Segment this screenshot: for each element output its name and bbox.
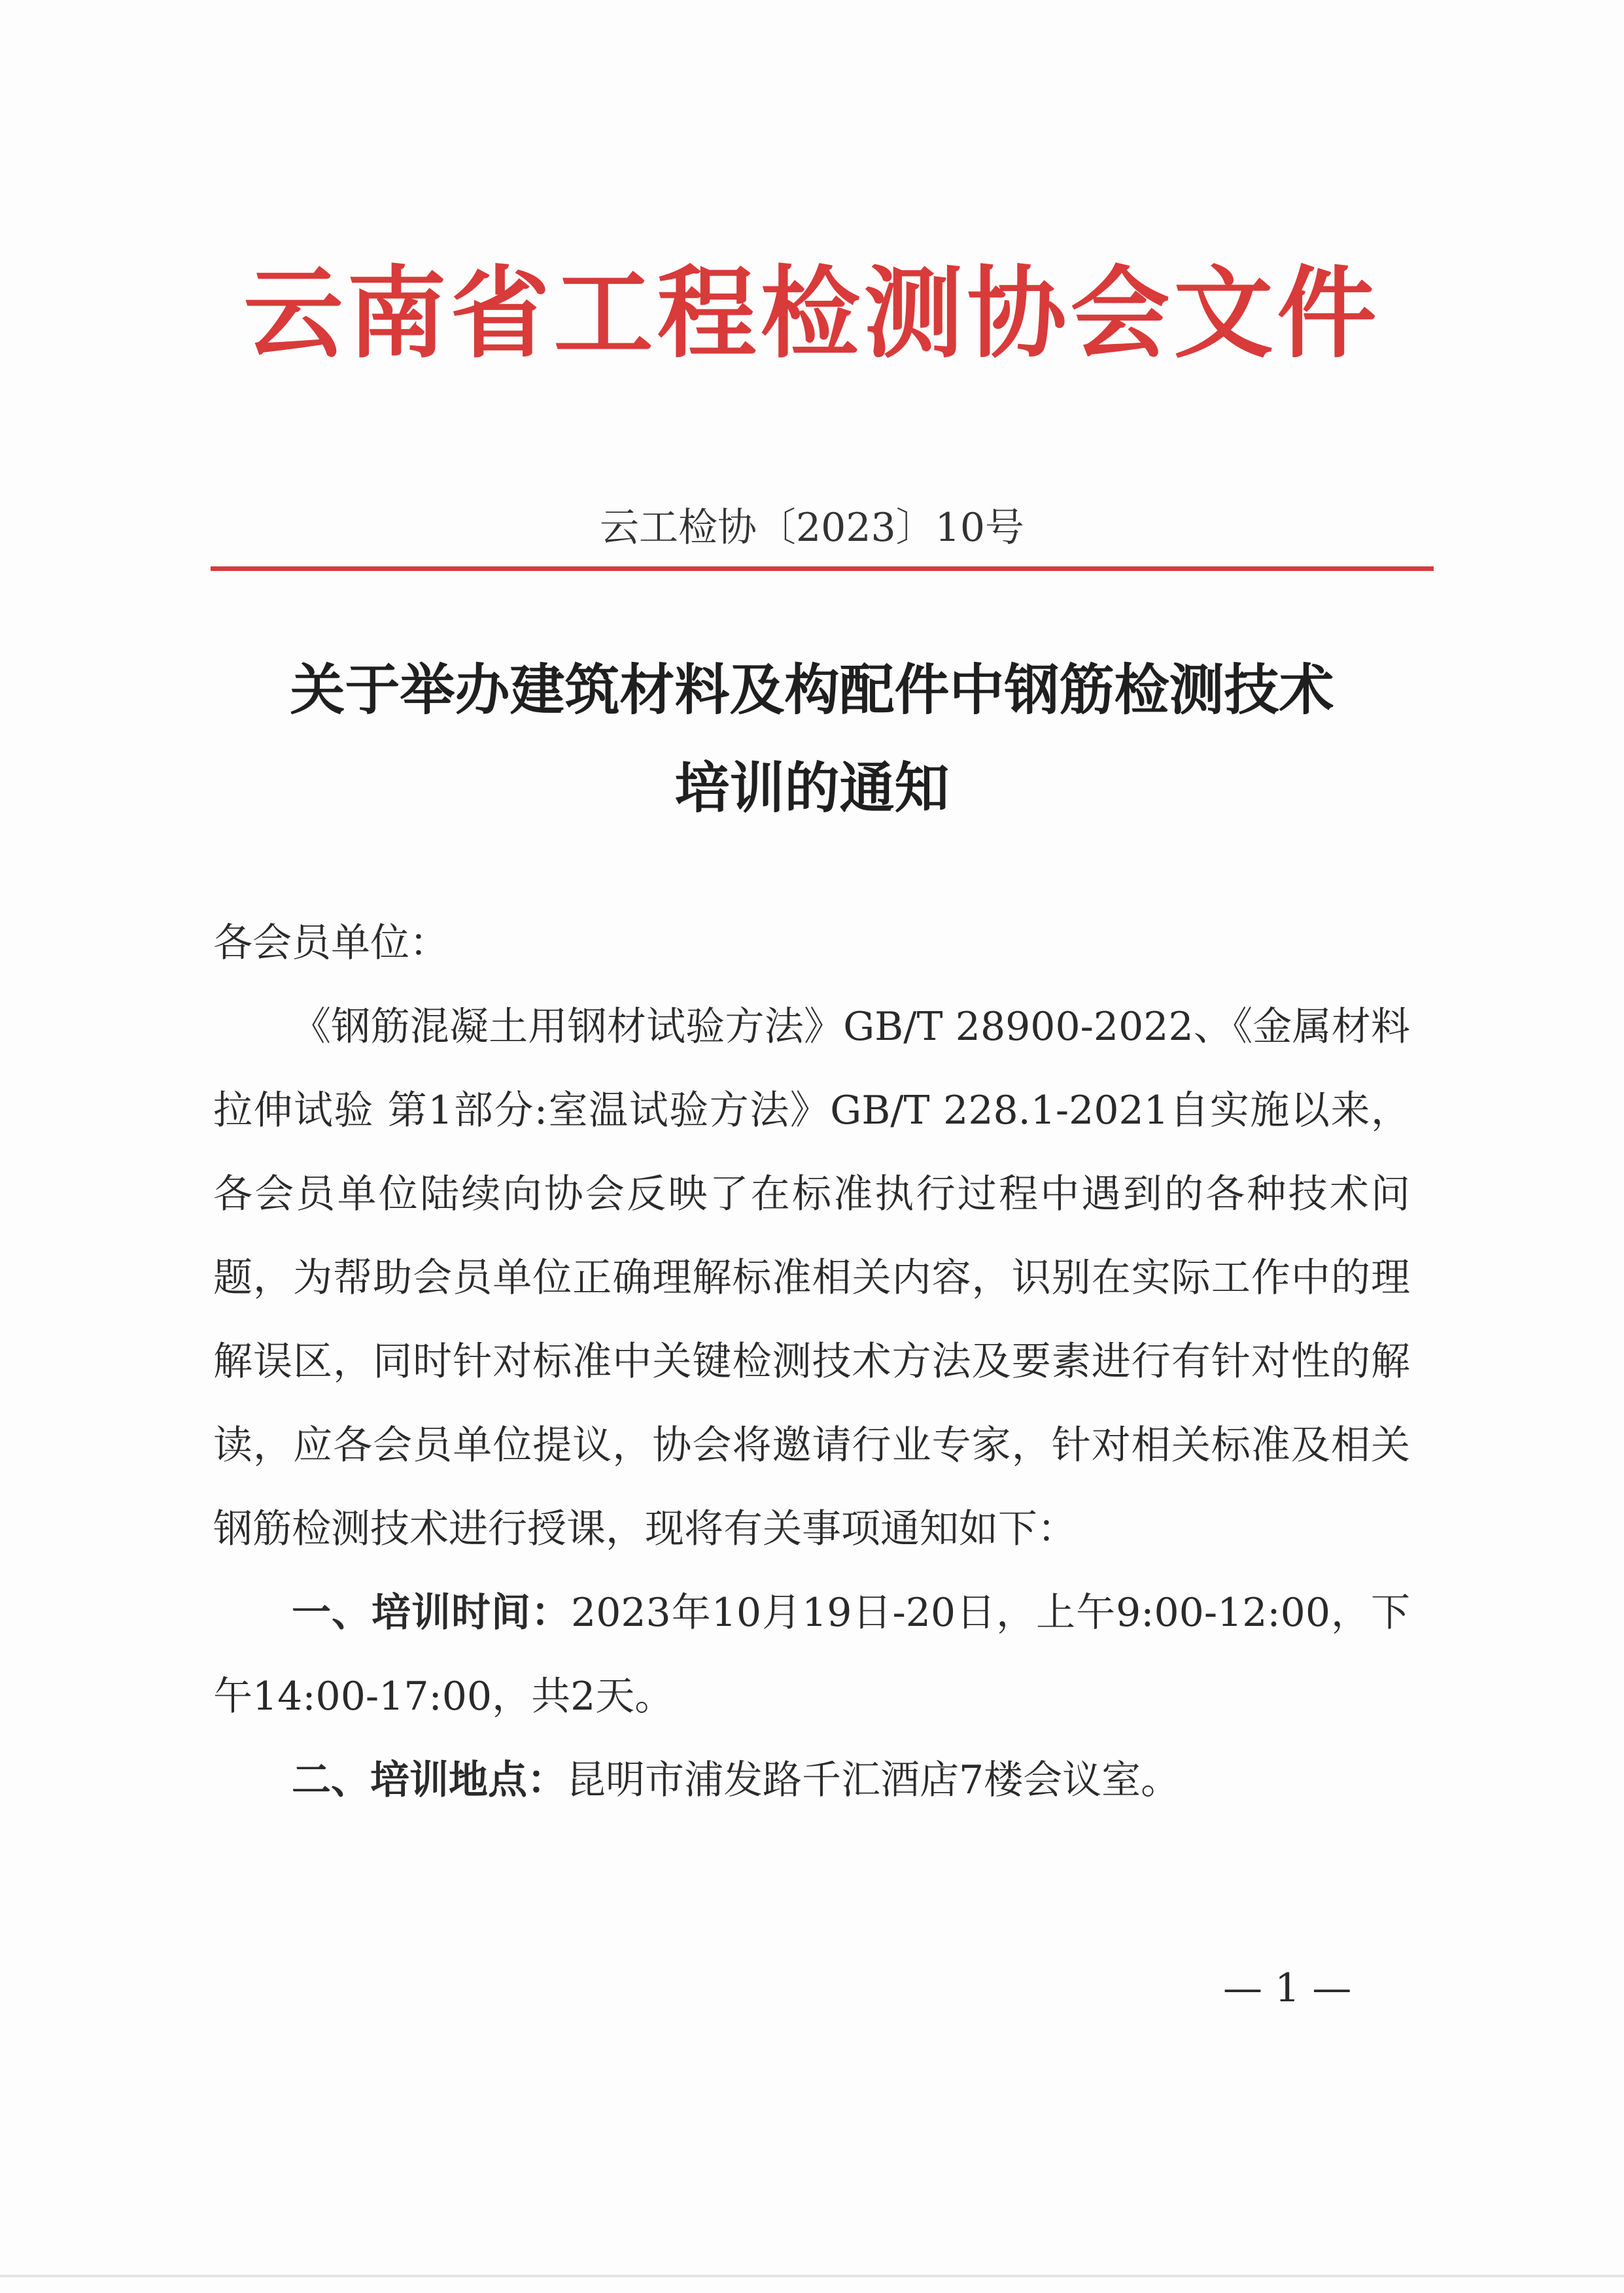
notice-body	[213, 901, 1410, 1822]
salutation: 各会员单位：	[213, 920, 449, 966]
item-text: 昆明市浦发路千汇酒店7楼会议室。	[566, 1757, 1181, 1803]
notice-title-line-1: 关于举办建筑材料及构配件中钢筋检测技术	[290, 658, 1334, 722]
masthead-title: 云南省工程检测协会文件	[243, 256, 1381, 371]
item-heading: 一、培训时间：	[292, 1590, 572, 1636]
item-training-time	[213, 1571, 1410, 1738]
item-text: 2023年10月19日-20日，上午9:00-12:00，下午14:00-17:00，共2天。	[213, 1590, 1411, 1719]
notice-title	[0, 641, 1624, 837]
page-number: — 1 —	[1223, 1965, 1352, 2011]
item-training-location	[213, 1738, 1410, 1822]
red-divider-line	[211, 566, 1434, 571]
notice-title-line-2: 培训的通知	[674, 756, 950, 820]
item-heading: 二、培训地点：	[292, 1757, 566, 1803]
scan-bottom-edge	[0, 2275, 1624, 2277]
intro-paragraph: 《钢筋混凝土用钢材试验方法》GB/T 28900-2022、《金属材料 拉伸试验 第1部分:室温试验方法》GB/T 228.1-2021自实施以来，各会员单位陆续向协会反映了在标准执行过程中遇到的各种技术问题，为帮助会员单位正确理解标准相关内容，识别在实际工作中的理解误区，同时针对标准中关键检测技术方法及要素进行有针对性的解读，应各会员单位提议，协会将邀请行业专家，针对相关标准及相关钢筋检测技术进行授课，现将有关事项通知如下：	[213, 1004, 1410, 1552]
document-number: 云工检协〔2023〕10号	[599, 505, 1025, 551]
